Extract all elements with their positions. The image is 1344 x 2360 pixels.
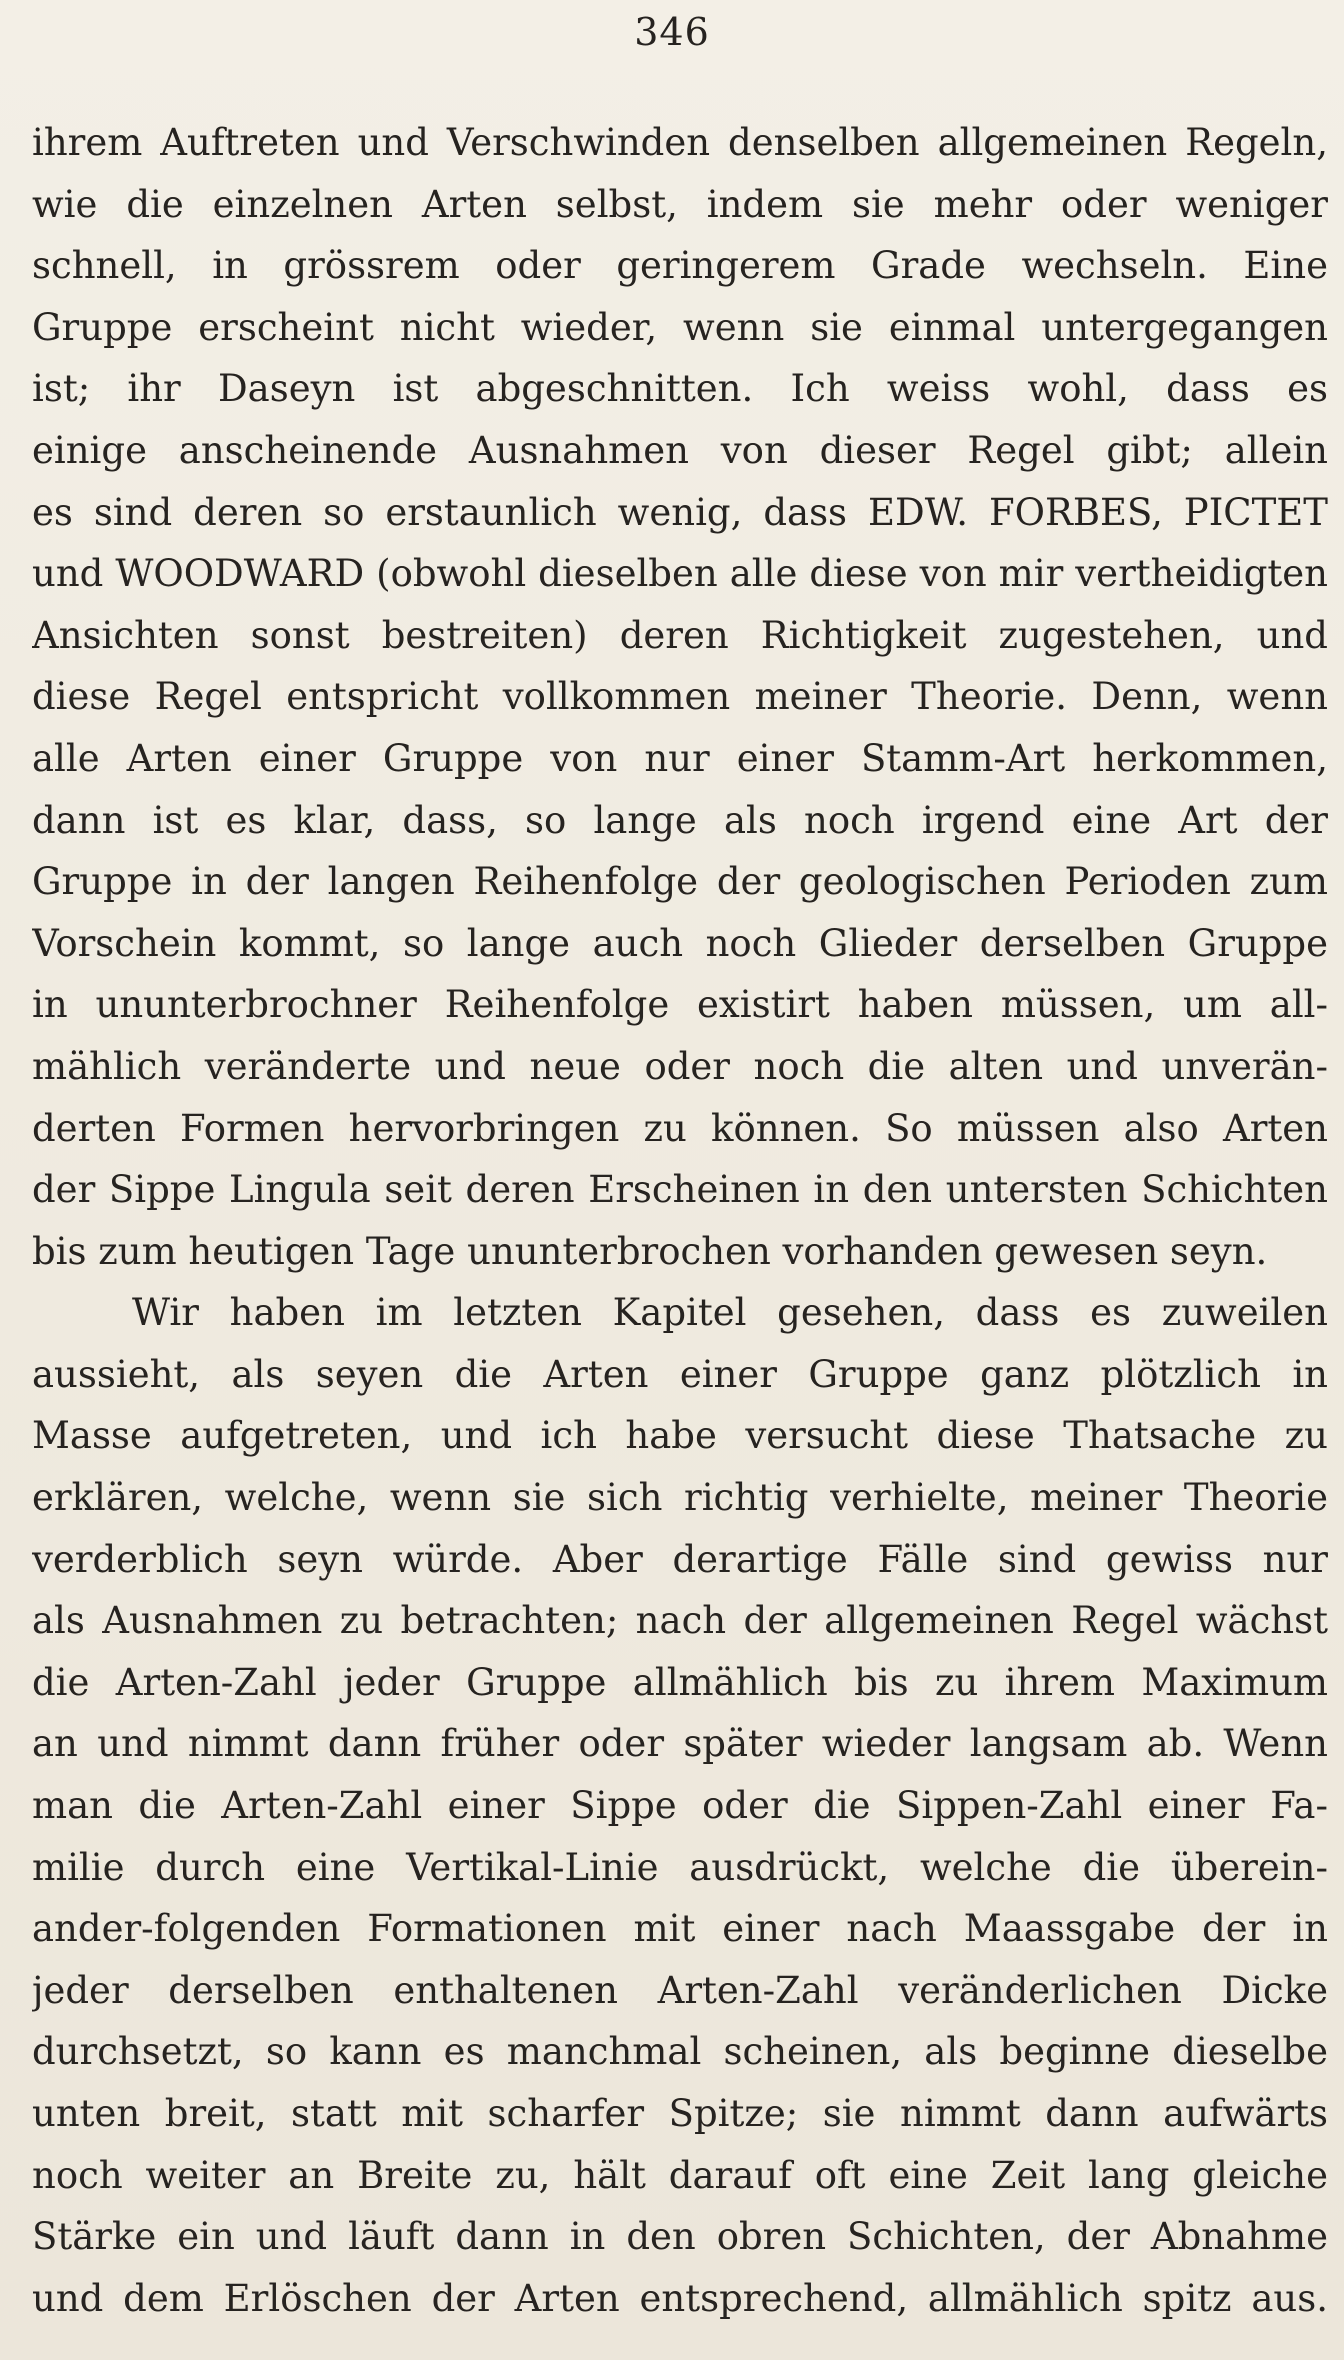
body-text [32, 112, 1328, 2329]
text-line: Wir haben im letzten Kapitel gesehen, dass es zuweilen [132, 1291, 1328, 1335]
text-line: ihrem Auftreten und Verschwinden denselben allgemeinen Regeln, [32, 121, 1328, 164]
text-line: man die Arten-Zahl einer Sippe oder die Sippen-Zahl einer Fa- [32, 1784, 1328, 1828]
text-line: erklären, welche, wenn sie sich richtig verhielte, meiner Theorie [32, 1476, 1328, 1520]
text-line: durchsetzt, so kann es manchmal scheinen, als beginne dieselbe [32, 2030, 1328, 2074]
text-line: einige anscheinende Ausnahmen von dieser Regel gibt; allein [32, 428, 1328, 472]
text-line: Masse aufgetreten, und ich habe versucht diese Thatsache zu [32, 1414, 1328, 1458]
text-line: Gruppe in der langen Reihenfolge der geologischen Perioden zum [32, 860, 1328, 904]
text-line: und dem Erlöschen der Arten entsprechend, allmählich spitz aus. [32, 2276, 1328, 2320]
text-line: alle Arten einer Gruppe von nur einer Stamm-Art herkommen, [32, 736, 1328, 780]
text-line: diese Regel entspricht vollkommen meiner Theorie. Denn, wenn [32, 675, 1328, 719]
text-line: an und nimmt dann früher oder später wieder langsam ab. Wenn [32, 1722, 1328, 1766]
text-line: und WOODWARD (obwohl dieselben alle diese von mir vertheidigten [32, 552, 1328, 596]
text-line: in ununterbrochner Reihenfolge existirt haben müssen, um all- [32, 983, 1328, 1027]
text-line: aussieht, als seyen die Arten einer Gruppe ganz plötzlich in [32, 1352, 1328, 1396]
text-line: Gruppe erscheint nicht wieder, wenn sie einmal untergegangen [32, 305, 1328, 349]
text-line: derten Formen hervorbringen zu können. So müssen also Arten [32, 1106, 1328, 1150]
text-line: jeder derselben enthaltenen Arten-Zahl veränderlichen Dicke [32, 1968, 1328, 2012]
text-line: als Ausnahmen zu betrachten; nach der allgemeinen Regel wächst [32, 1599, 1328, 1643]
text-line: verderblich seyn würde. Aber derartige Fälle sind gewiss nur [32, 1537, 1328, 1581]
text-line: die Arten-Zahl jeder Gruppe allmählich bis zu ihrem Maximum [32, 1660, 1328, 1704]
text-line: schnell, in grössrem oder geringerem Grade wechseln. Eine [32, 244, 1328, 288]
text-line: unten breit, statt mit scharfer Spitze; sie nimmt dann aufwärts [32, 2092, 1328, 2135]
text-line: Stärke ein und läuft dann in den obren Schichten, der Abnahme [32, 2215, 1328, 2259]
text-line: Ansichten sonst bestreiten) deren Richtigkeit zugestehen, und [32, 613, 1328, 657]
text-line: der Sippe Lingula seit deren Erscheinen in den untersten Schichten [32, 1168, 1328, 1212]
text-line: es sind deren so erstaunlich wenig, dass EDW. FORBES, PICTET [32, 490, 1328, 534]
text-line: bis zum heutigen Tage ununterbrochen vorhanden gewesen seyn. [32, 1229, 1268, 1273]
page-number: 346 [634, 10, 710, 54]
text-line: noch weiter an Breite zu, hält darauf oft eine Zeit lang gleiche [32, 2153, 1328, 2197]
text-line: wie die einzelnen Arten selbst, indem sie mehr oder weniger [32, 182, 1328, 226]
text-line: dann ist es klar, dass, so lange als noch irgend eine Art der [32, 798, 1328, 842]
text-line: Vorschein kommt, so lange auch noch Glieder derselben Gruppe [32, 921, 1328, 965]
text-line: mählich veränderte und neue oder noch die alten und unverän- [32, 1044, 1328, 1088]
text-line: milie durch eine Vertikal-Linie ausdrückt, welche die überein- [32, 1845, 1328, 1889]
text-line: ander-folgenden Formationen mit einer nach Maassgabe der in [32, 1907, 1328, 1951]
text-line: ist; ihr Daseyn ist abgeschnitten. Ich weiss wohl, dass es [32, 367, 1328, 411]
